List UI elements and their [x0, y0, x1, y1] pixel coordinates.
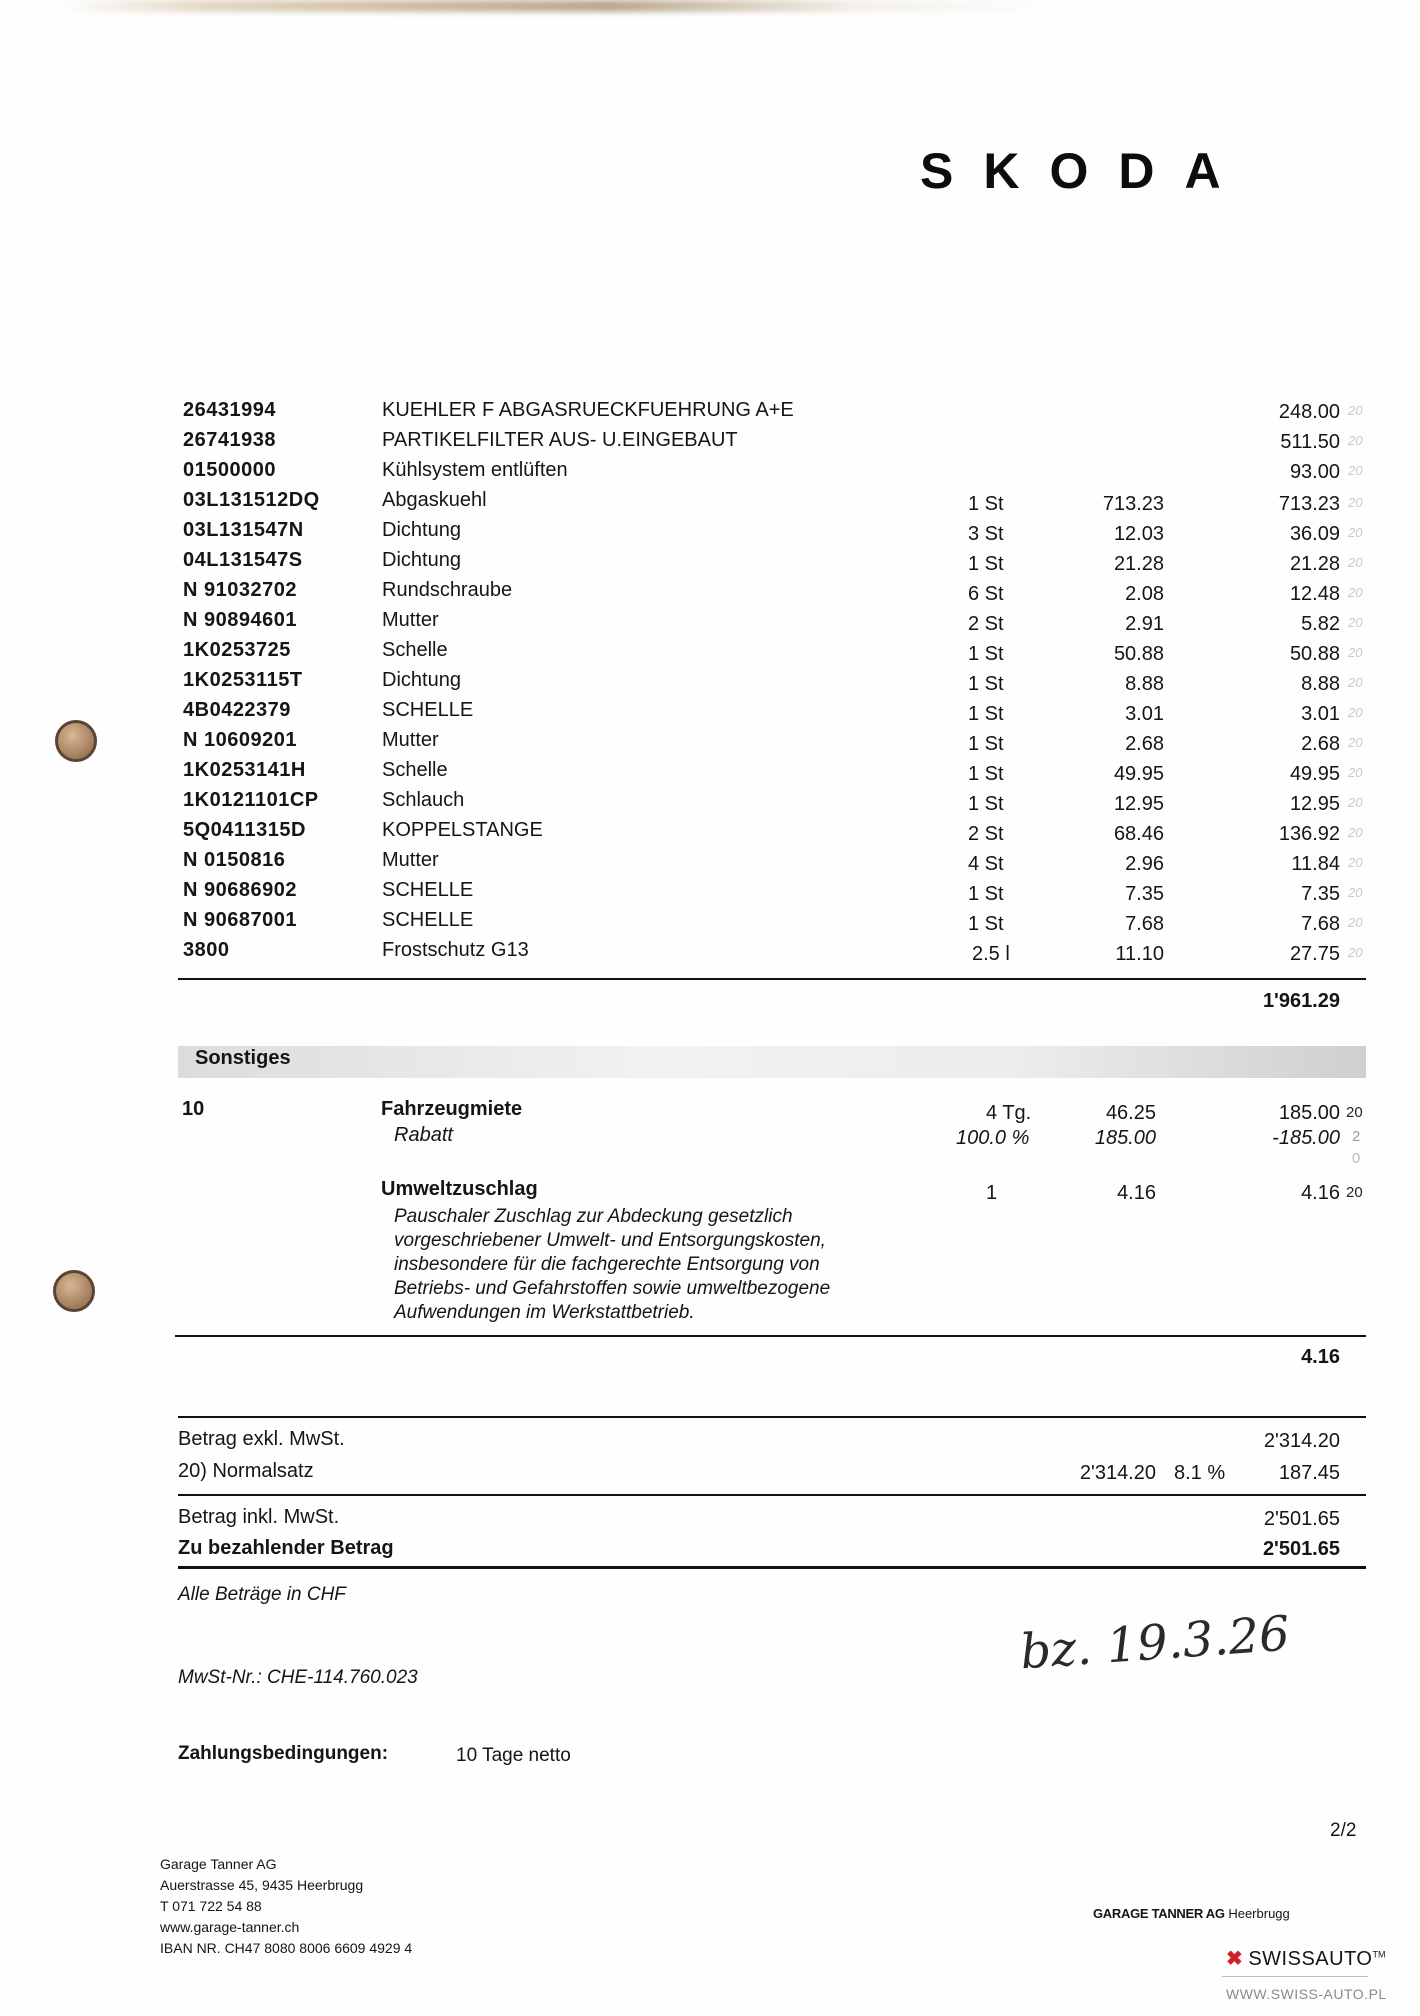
unit-price: 12.03	[1113, 523, 1164, 545]
vat-base: 2'314.20	[1079, 1462, 1156, 1484]
vat-code: 20	[1348, 735, 1363, 750]
quantity: 1 St	[968, 703, 1004, 725]
vat-code: 20	[1348, 645, 1363, 660]
company-phone: T 071 722 54 88	[160, 1898, 262, 1914]
unit-price: 11.10	[1115, 943, 1164, 965]
vat-code: 20	[1348, 463, 1363, 478]
part-description: Frostschutz G13	[382, 939, 529, 961]
quantity: 1 St	[968, 913, 1004, 935]
quantity: 1 St	[968, 673, 1004, 695]
vat-code: 20	[1348, 555, 1363, 570]
swissauto-logo	[1226, 1946, 1385, 1971]
part-description: Mutter	[382, 849, 439, 871]
table-row	[0, 489, 1420, 519]
quantity: 3 St	[968, 523, 1004, 545]
part-description: SCHELLE	[382, 879, 474, 901]
part-description: PARTIKELFILTER AUS- U.EINGEBAUT	[382, 429, 738, 451]
part-code: 26431994	[183, 399, 276, 421]
garage-tanner-logo	[1093, 1906, 1290, 1921]
divider	[178, 1416, 1366, 1418]
punch-hole	[53, 1270, 95, 1312]
part-description: Dichtung	[382, 549, 461, 571]
part-description: Dichtung	[382, 519, 461, 541]
part-code: N 91032702	[183, 579, 297, 601]
part-description: Mutter	[382, 609, 439, 631]
description-line: vorgeschriebener Umwelt- und Entsorgungskosten,	[394, 1230, 826, 1251]
unit-price: 2.08	[1125, 583, 1164, 605]
line-total: 5.82	[1301, 613, 1340, 635]
vat-rate-label: 20) Normalsatz	[178, 1460, 314, 1482]
part-code: 01500000	[183, 459, 276, 481]
unit-price: 2.96	[1125, 853, 1164, 875]
vat-code: 20	[1348, 615, 1363, 630]
quantity: 2.5 l	[972, 943, 1010, 965]
line-total: 50.88	[1289, 643, 1340, 665]
rental-title: Fahrzeugmiete	[381, 1098, 523, 1120]
amount-due-label: Zu bezahlender Betrag	[178, 1537, 394, 1559]
unit-price: 2.91	[1125, 613, 1164, 635]
unit-price: 3.01	[1125, 703, 1164, 725]
amount-excl-vat-label: Betrag exkl. MwSt.	[178, 1428, 345, 1450]
table-row	[0, 399, 1420, 429]
table-row	[0, 579, 1420, 609]
table-row	[0, 549, 1420, 579]
swissauto-cross-icon: ✖	[1226, 1948, 1243, 1970]
quantity: 1 St	[968, 763, 1004, 785]
quantity: 1 St	[968, 643, 1004, 665]
rental-total: 185.00	[1278, 1102, 1340, 1124]
vat-code: 20	[1348, 915, 1363, 930]
sonstiges-subtotal: 4.16	[1301, 1346, 1340, 1368]
skoda-logo: SKODA	[920, 143, 1251, 199]
scan-edge-shadow	[60, 0, 1060, 12]
line-total: 12.95	[1289, 793, 1340, 815]
table-row	[0, 939, 1420, 969]
unit-price: 8.88	[1125, 673, 1164, 695]
quantity: 4 St	[968, 853, 1004, 875]
vat-code: 20	[1346, 1104, 1363, 1121]
quantity: 1 St	[968, 553, 1004, 575]
line-total: 713.23	[1278, 493, 1340, 515]
rental-unit-price: 46.25	[1105, 1102, 1156, 1124]
description-line: Betriebs- und Gefahrstoffen sowie umweltbezogene	[394, 1278, 831, 1299]
part-code: 4B0422379	[183, 699, 291, 721]
table-row	[0, 459, 1420, 489]
vat-amount: 187.45	[1278, 1462, 1340, 1484]
amount-incl-vat: 2'501.65	[1263, 1508, 1340, 1530]
vat-code: 20	[1348, 525, 1363, 540]
divider	[178, 978, 1366, 980]
logo-city: Heerbrugg	[1228, 1906, 1290, 1921]
vat-code: 20	[1348, 765, 1363, 780]
vat-code: 20	[1348, 945, 1363, 960]
vat-number: MwSt-Nr.: CHE-114.760.023	[178, 1667, 418, 1688]
part-description: Dichtung	[382, 669, 461, 691]
part-code: 04L131547S	[183, 549, 303, 571]
part-code: 1K0253141H	[183, 759, 306, 781]
unit-price: 2.68	[1125, 733, 1164, 755]
unit-price: 713.23	[1102, 493, 1164, 515]
quantity: 2 St	[968, 823, 1004, 845]
part-code: N 0150816	[183, 849, 286, 871]
line-total: 36.09	[1289, 523, 1340, 545]
description-line: insbesondere für die fachgerechte Entsorgung von	[394, 1254, 820, 1275]
part-description: SCHELLE	[382, 909, 474, 931]
unit-price: 7.35	[1125, 883, 1164, 905]
line-total: 136.92	[1278, 823, 1340, 845]
part-code: 5Q0411315D	[183, 819, 306, 841]
vat-code: 20	[1348, 433, 1363, 448]
part-description: KUEHLER F ABGASRUECKFUEHRUNG A+E	[382, 399, 794, 421]
part-description: Kühlsystem entlüften	[382, 459, 568, 481]
line-total: 8.88	[1301, 673, 1340, 695]
discount-total: -185.00	[1272, 1127, 1340, 1149]
description-line: Pauschaler Zuschlag zur Abdeckung gesetzlich	[394, 1206, 793, 1227]
discount-percent: 100.0 %	[956, 1127, 1030, 1149]
table-row	[0, 609, 1420, 639]
part-description: Schelle	[382, 759, 448, 781]
table-row	[0, 819, 1420, 849]
company-name: Garage Tanner AG	[160, 1856, 277, 1872]
table-row	[0, 519, 1420, 549]
discount-base: 185.00	[1094, 1127, 1156, 1149]
part-description: Abgaskuehl	[382, 489, 487, 511]
quantity: 1 St	[968, 493, 1004, 515]
unit-price: 49.95	[1113, 763, 1164, 785]
trademark: TM	[1372, 1949, 1386, 1960]
swissauto-wordmark: SWISSAUTO	[1248, 1948, 1373, 1970]
amount-excl-vat: 2'314.20	[1263, 1430, 1340, 1452]
env-unit-price: 4.16	[1117, 1182, 1156, 1204]
table-row	[0, 879, 1420, 909]
logo-wordmark: GARAGE TANNER AG	[1093, 1906, 1225, 1921]
env-surcharge-title: Umweltzuschlag	[381, 1178, 538, 1200]
line-total: 248.00	[1278, 401, 1340, 423]
payment-terms-value: 10 Tage netto	[456, 1745, 571, 1766]
part-code: N 90687001	[183, 909, 297, 931]
payment-terms-label: Zahlungsbedingungen:	[178, 1743, 389, 1764]
line-total: 27.75	[1289, 943, 1340, 965]
company-iban: IBAN NR. CH47 8080 8006 6609 4929 4	[160, 1940, 413, 1956]
table-row	[0, 669, 1420, 699]
section-header-bar	[178, 1046, 1366, 1078]
line-total: 11.84	[1291, 853, 1340, 875]
discount-label: Rabatt	[394, 1124, 453, 1146]
vat-code: 20	[1348, 855, 1363, 870]
part-code: N 90894601	[183, 609, 297, 631]
currency-note: Alle Beträge in CHF	[178, 1584, 346, 1605]
part-code: 3800	[183, 939, 230, 961]
part-description: SCHELLE	[382, 699, 474, 721]
line-total: 2.68	[1301, 733, 1340, 755]
table-row	[0, 699, 1420, 729]
vat-rate: 8.1 %	[1174, 1462, 1226, 1484]
divider	[1222, 1976, 1368, 1977]
vat-code: 20	[1348, 795, 1363, 810]
description-line: Aufwendungen im Werkstattbetrieb.	[394, 1302, 695, 1323]
page-number: 2/2	[1330, 1820, 1357, 1841]
watermark: WWW.SWISS-AUTO.PL	[1226, 1986, 1387, 2002]
vat-code: 20	[1348, 585, 1363, 600]
vat-code: 20	[1348, 825, 1363, 840]
vat-code: 0	[1352, 1150, 1361, 1167]
env-total: 4.16	[1301, 1182, 1340, 1204]
vat-code: 20	[1348, 495, 1363, 510]
part-description: Schlauch	[382, 789, 465, 811]
unit-price: 68.46	[1113, 823, 1164, 845]
company-website: www.garage-tanner.ch	[160, 1919, 300, 1935]
quantity: 6 St	[968, 583, 1004, 605]
company-address: Auerstrasse 45, 9435 Heerbrugg	[160, 1877, 364, 1893]
line-total: 7.35	[1301, 883, 1340, 905]
part-code: N 10609201	[183, 729, 297, 751]
line-total: 7.68	[1301, 913, 1340, 935]
line-total: 21.28	[1289, 553, 1340, 575]
part-code: 03L131512DQ	[183, 489, 320, 511]
quantity: 1 St	[968, 883, 1004, 905]
company-footer	[160, 1854, 412, 1959]
quantity: 1 St	[968, 793, 1004, 815]
divider	[175, 1335, 1366, 1337]
amount-due: 2'501.65	[1262, 1538, 1340, 1560]
amount-incl-vat-label: Betrag inkl. MwSt.	[178, 1506, 340, 1528]
divider	[178, 1566, 1366, 1569]
part-description: Mutter	[382, 729, 439, 751]
env-quantity: 1	[986, 1182, 998, 1204]
part-code: 26741938	[183, 429, 276, 451]
vat-code: 2	[1352, 1128, 1361, 1145]
quantity: 1 St	[968, 733, 1004, 755]
section-title: Sonstiges	[195, 1047, 291, 1069]
parts-subtotal: 1'961.29	[1262, 990, 1340, 1012]
part-code: 1K0121101CP	[183, 789, 319, 811]
table-row	[0, 729, 1420, 759]
env-description	[394, 1205, 830, 1325]
table-row	[0, 849, 1420, 879]
unit-price: 12.95	[1113, 793, 1164, 815]
table-row	[0, 429, 1420, 459]
table-row	[0, 909, 1420, 939]
table-row	[0, 639, 1420, 669]
line-total: 3.01	[1301, 703, 1340, 725]
rental-quantity: 4 Tg.	[986, 1102, 1032, 1124]
part-code: 1K0253725	[183, 639, 291, 661]
part-description: KOPPELSTANGE	[382, 819, 543, 841]
table-row	[0, 759, 1420, 789]
line-total: 93.00	[1289, 461, 1340, 483]
line-total: 12.48	[1289, 583, 1340, 605]
vat-code: 20	[1348, 403, 1363, 418]
line-total: 49.95	[1289, 763, 1340, 785]
table-row	[0, 789, 1420, 819]
part-description: Rundschraube	[382, 579, 513, 601]
unit-price: 50.88	[1113, 643, 1164, 665]
quantity: 2 St	[968, 613, 1004, 635]
unit-price: 7.68	[1125, 913, 1164, 935]
vat-code: 20	[1348, 705, 1363, 720]
part-description: Schelle	[382, 639, 448, 661]
handwritten-note: bz. 19.3.26	[1018, 1605, 1292, 1681]
line-total: 511.50	[1280, 431, 1340, 453]
vat-code: 20	[1346, 1184, 1363, 1201]
part-code: 03L131547N	[183, 519, 304, 541]
divider	[178, 1494, 1366, 1496]
item-code: 10	[182, 1098, 205, 1120]
part-code: 1K0253115T	[183, 669, 303, 691]
vat-code: 20	[1348, 885, 1363, 900]
vat-code: 20	[1348, 675, 1363, 690]
unit-price: 21.28	[1113, 553, 1164, 575]
part-code: N 90686902	[183, 879, 297, 901]
